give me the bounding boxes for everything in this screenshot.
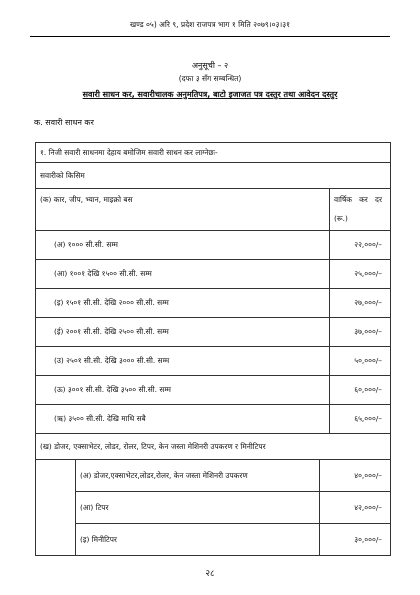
schedule-heading: सवारी साधन कर, सवारीचालक अनुमतिपत्र, बाटो इजाजत पत्र दस्तुर तथा आवेदन दस्तुर [82, 90, 338, 99]
table-row [36, 524, 391, 556]
table-row [36, 376, 391, 405]
table-row [36, 318, 391, 347]
indent-cell [36, 524, 76, 556]
table-row [36, 492, 391, 524]
table-row [36, 347, 391, 376]
row-amount: २५,०००/– [330, 260, 391, 289]
row-label: (उ) २५०१ सी.सी. देखि ३००० सी.सी. सम्म [36, 347, 330, 376]
header-rule [30, 36, 390, 37]
row-amount: २२,०००/– [330, 231, 391, 260]
indent-cell [36, 460, 76, 492]
row-amount: ३०,०००/– [320, 524, 391, 556]
row-label: (ई) २००१ सी.सी. देखि २५०० सी.सी. सम्म [36, 318, 330, 347]
table-header-row [36, 189, 391, 231]
machinery-tax-table [35, 433, 391, 556]
group-label: (क) कार, जीप, भ्यान, माइक्रो बस [36, 189, 330, 231]
table-row [36, 405, 391, 434]
table-category-row [36, 163, 391, 189]
vehicle-tax-table [35, 142, 391, 434]
table-row [36, 260, 391, 289]
schedule-title: अनुसूची – २ [191, 61, 229, 70]
page-header: खण्ड ०५) अरि ९, प्रदेश राजपत्र भाग १ मिति २०७९।०३।३१ [129, 20, 291, 29]
row-label: (आ) १००१ देखि १५०० सी.सी. सम्म [36, 260, 330, 289]
row-amount: २७,०००/– [330, 289, 391, 318]
row-amount: ३७,०००/– [330, 318, 391, 347]
table-row [36, 289, 391, 318]
row-amount: ४०,०००/– [320, 460, 391, 492]
table-group-row [36, 434, 391, 460]
table-row [36, 460, 391, 492]
table-row [36, 231, 391, 260]
row-label: (इ) मिनीटिपर [76, 524, 320, 556]
rate-unit: (रू.) [334, 214, 348, 223]
indent-cell [36, 492, 76, 524]
row-label: (इ) १५०१ सी.सी. देखि २००० सी.सी. सम्म [36, 289, 330, 318]
category-label: सवारीको किसिम [36, 163, 391, 189]
table-intro: १. निजी सवारी साधनमा देहाय बमोजिम सवारी साधन कर लाग्नेछः- [36, 143, 391, 163]
row-amount: ४२,०००/– [320, 492, 391, 524]
row-label: (आ) टिपर [76, 492, 320, 524]
schedule-subtitle: (दफा ३ सँग सम्बन्धित) [178, 74, 242, 83]
section-label: क. सवारी साधन कर [34, 118, 94, 127]
row-label: (ऋ) ३५०० सी.सी. देखि माथि सबै [36, 405, 330, 434]
row-label: (अ) १००० सी.सी. सम्म [36, 231, 330, 260]
row-label: (अ) डोजर,एक्साभेटर,लोडर,रोलर, केन जस्ता मेशिनरी उपकरण [76, 460, 320, 492]
row-amount: ५०,०००/– [330, 347, 391, 376]
row-amount: ६५,०००/– [330, 405, 391, 434]
machinery-group-label: (ख) डोजर, एक्साभेटर, लोडर, रोलर, टिपर, केन जस्ता मेशिनरी उपकरण र मिनीटिपर [36, 434, 391, 460]
page-number: २८ [205, 569, 215, 579]
rate-header [330, 189, 391, 231]
rate-header-label: वार्षिक कर दर [334, 195, 382, 204]
row-amount: ६०,०००/– [330, 376, 391, 405]
row-label: (ऊ) ३००१ सी.सी. देखि ३५०० सी.सी. सम्म [36, 376, 330, 405]
table-intro-row [36, 143, 391, 163]
